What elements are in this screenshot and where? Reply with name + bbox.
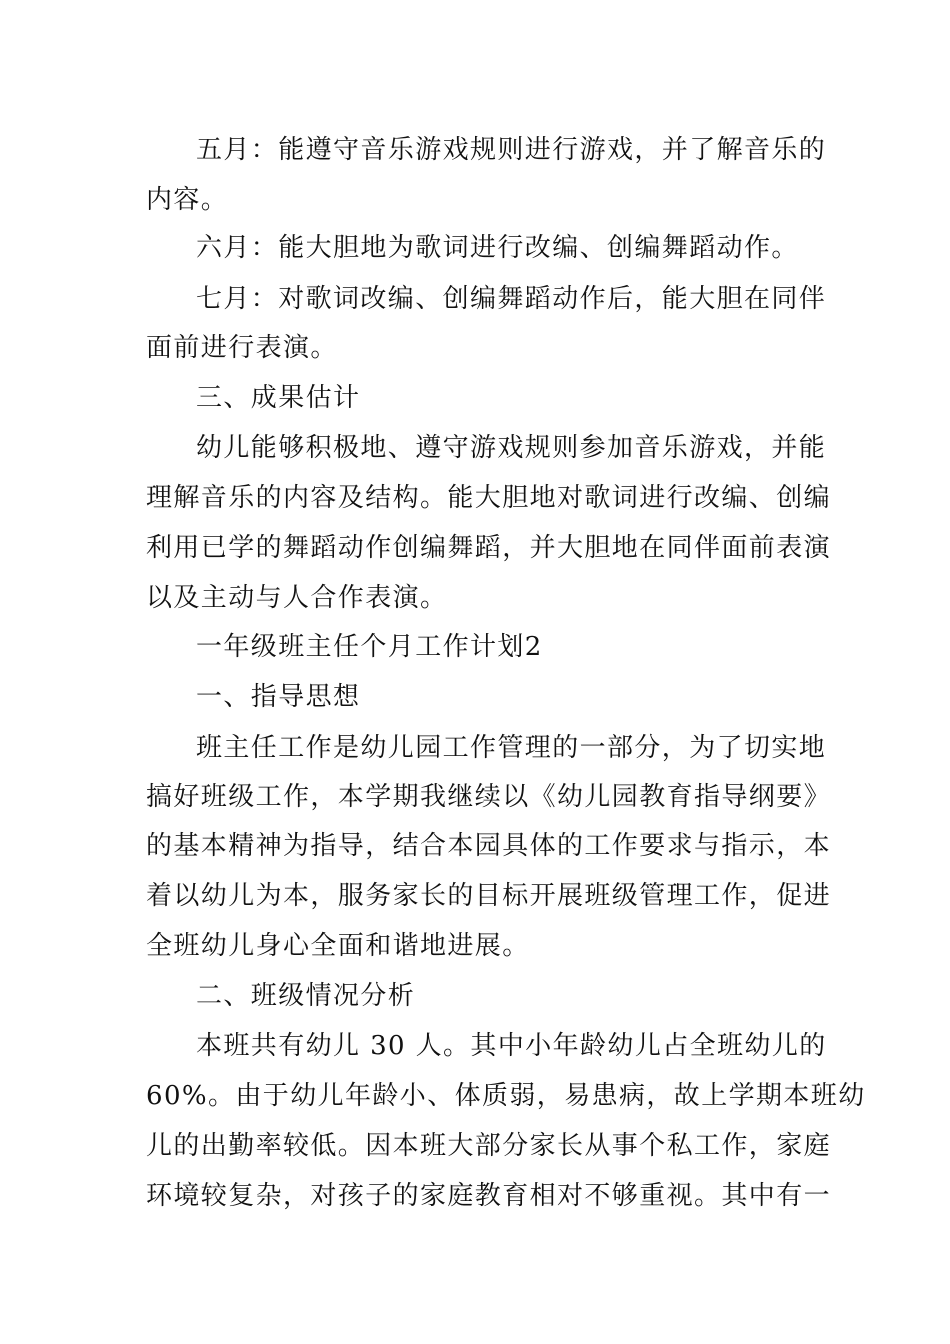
text-line: 五月：能遵守音乐游戏规则进行游戏，并了解音乐的 [196,135,827,165]
text-line: 60%。由于幼儿年龄小、体质弱，易患病，故上学期本班幼 [146,1081,866,1111]
text-line: 着以幼儿为本，服务家长的目标开展班级管理工作，促进 [146,881,832,911]
section-heading: 二、班级情况分析 [196,981,416,1011]
text-line: 面前进行表演。 [146,333,338,363]
text-line: 全班幼儿身心全面和谐地进展。 [146,931,530,961]
text-line: 理解音乐的内容及结构。能大胆地对歌词进行改编、创编 [146,483,832,513]
section-heading: 三、成果估计 [196,383,361,413]
document-title: 一年级班主任个月工作计划2 [196,632,543,662]
text-line: 幼儿能够积极地、遵守游戏规则参加音乐游戏，并能 [196,433,827,463]
text-line: 利用已学的舞蹈动作创编舞蹈，并大胆地在同伴面前表演 [146,533,832,563]
text-line: 的基本精神为指导，结合本园具体的工作要求与指示，本 [146,831,832,861]
text-line: 以及主动与人合作表演。 [146,583,448,613]
text-line: 环境较复杂，对孩子的家庭教育相对不够重视。其中有一 [146,1181,832,1211]
text-line: 班主任工作是幼儿园工作管理的一部分，为了切实地 [196,733,827,763]
text-line: 六月：能大胆地为歌词进行改编、创编舞蹈动作。 [196,233,799,263]
text-line: 七月：对歌词改编、创编舞蹈动作后，能大胆在同伴 [196,284,827,314]
text-line: 内容。 [146,185,229,215]
section-heading: 一、指导思想 [196,682,361,712]
text-line: 儿的出勤率较低。因本班大部分家长从事个私工作，家庭 [146,1131,832,1161]
text-line: 本班共有幼儿 30 人。其中小年龄幼儿占全班幼儿的 [196,1031,827,1061]
text-line: 搞好班级工作，本学期我继续以《幼儿园教育指导纲要》 [146,782,832,812]
